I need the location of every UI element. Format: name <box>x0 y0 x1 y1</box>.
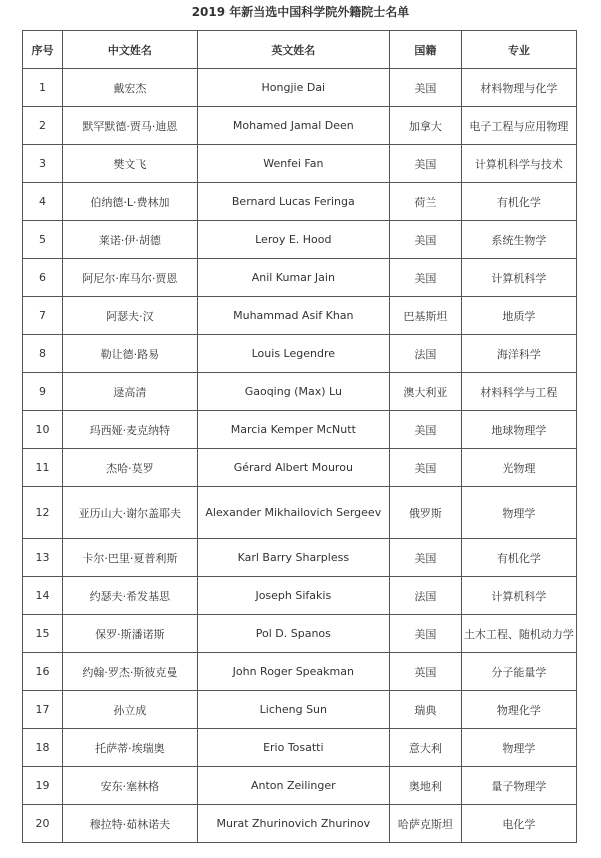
cell-index: 2 <box>23 107 63 145</box>
table-row <box>23 335 577 373</box>
cell-english-name: Erio Tosatti <box>197 729 389 767</box>
cell-major: 分子能量学 <box>461 653 576 691</box>
cell-english-name: Karl Barry Sharpless <box>197 539 389 577</box>
cell-english-name: Alexander Mikhailovich Sergeev <box>197 487 389 539</box>
cell-chinese-name: 玛西娅·麦克纳特 <box>63 411 198 449</box>
cell-index: 10 <box>23 411 63 449</box>
cell-chinese-name: 约翰·罗杰·斯彼克曼 <box>63 653 198 691</box>
table-row <box>23 449 577 487</box>
cell-nationality: 英国 <box>389 653 461 691</box>
cell-index: 4 <box>23 183 63 221</box>
cell-chinese-name: 伯纳德·L·费林加 <box>63 183 198 221</box>
table-row <box>23 183 577 221</box>
table-row <box>23 691 577 729</box>
cell-index: 8 <box>23 335 63 373</box>
table-row <box>23 107 577 145</box>
table-row <box>23 221 577 259</box>
cell-major: 物理化学 <box>461 691 576 729</box>
table-row <box>23 69 577 107</box>
cell-nationality: 法国 <box>389 335 461 373</box>
cell-english-name: Joseph Sifakis <box>197 577 389 615</box>
cell-major: 计算机科学与技术 <box>461 145 576 183</box>
cell-index: 20 <box>23 805 63 843</box>
cell-chinese-name: 孙立成 <box>63 691 198 729</box>
cell-nationality: 美国 <box>389 449 461 487</box>
cell-index: 13 <box>23 539 63 577</box>
cell-chinese-name: 亚历山大·谢尔盖耶夫 <box>63 487 198 539</box>
cell-english-name: Gérard Albert Mourou <box>197 449 389 487</box>
cell-english-name: Wenfei Fan <box>197 145 389 183</box>
table-row <box>23 259 577 297</box>
cell-major: 材料物理与化学 <box>461 69 576 107</box>
cell-chinese-name: 阿瑟夫·汉 <box>63 297 198 335</box>
cell-index: 3 <box>23 145 63 183</box>
cell-index: 15 <box>23 615 63 653</box>
cell-english-name: Mohamed Jamal Deen <box>197 107 389 145</box>
cell-major: 地质学 <box>461 297 576 335</box>
cell-index: 5 <box>23 221 63 259</box>
cell-major: 电化学 <box>461 805 576 843</box>
table-row <box>23 805 577 843</box>
cell-nationality: 美国 <box>389 411 461 449</box>
academician-table <box>22 30 577 843</box>
cell-english-name: Bernard Lucas Feringa <box>197 183 389 221</box>
cell-major: 海洋科学 <box>461 335 576 373</box>
cell-nationality: 荷兰 <box>389 183 461 221</box>
table-row <box>23 729 577 767</box>
cell-chinese-name: 安东·塞林格 <box>63 767 198 805</box>
cell-index: 12 <box>23 487 63 539</box>
cell-index: 11 <box>23 449 63 487</box>
cell-major: 光物理 <box>461 449 576 487</box>
cell-major: 物理学 <box>461 487 576 539</box>
header-index: 序号 <box>23 31 63 69</box>
cell-index: 18 <box>23 729 63 767</box>
cell-english-name: Muhammad Asif Khan <box>197 297 389 335</box>
cell-nationality: 瑞典 <box>389 691 461 729</box>
cell-nationality: 法国 <box>389 577 461 615</box>
cell-nationality: 美国 <box>389 259 461 297</box>
table-row <box>23 487 577 539</box>
cell-major: 地球物理学 <box>461 411 576 449</box>
cell-nationality: 巴基斯坦 <box>389 297 461 335</box>
cell-major: 计算机科学 <box>461 259 576 297</box>
cell-major: 有机化学 <box>461 183 576 221</box>
cell-nationality: 奥地利 <box>389 767 461 805</box>
table-row <box>23 145 577 183</box>
cell-nationality: 美国 <box>389 221 461 259</box>
cell-major: 系统生物学 <box>461 221 576 259</box>
cell-chinese-name: 穆拉特·茹林诺夫 <box>63 805 198 843</box>
cell-chinese-name: 莱诺·伊·胡德 <box>63 221 198 259</box>
header-english-name: 英文姓名 <box>197 31 389 69</box>
cell-english-name: Anil Kumar Jain <box>197 259 389 297</box>
page-title: 2019 年新当选中国科学院外籍院士名单 <box>191 5 410 19</box>
cell-index: 19 <box>23 767 63 805</box>
cell-index: 16 <box>23 653 63 691</box>
cell-english-name: Murat Zhurinovich Zhurinov <box>197 805 389 843</box>
cell-english-name: Marcia Kemper McNutt <box>197 411 389 449</box>
cell-english-name: Hongjie Dai <box>197 69 389 107</box>
cell-major: 土木工程、随机动力学 <box>461 615 576 653</box>
cell-index: 7 <box>23 297 63 335</box>
cell-major: 有机化学 <box>461 539 576 577</box>
table-row <box>23 577 577 615</box>
table-row <box>23 615 577 653</box>
cell-chinese-name: 戴宏杰 <box>63 69 198 107</box>
cell-nationality: 加拿大 <box>389 107 461 145</box>
cell-index: 6 <box>23 259 63 297</box>
cell-major: 物理学 <box>461 729 576 767</box>
table-row <box>23 373 577 411</box>
cell-nationality: 美国 <box>389 539 461 577</box>
cell-nationality: 美国 <box>389 615 461 653</box>
header-major: 专业 <box>461 31 576 69</box>
cell-index: 17 <box>23 691 63 729</box>
cell-english-name: Gaoqing (Max) Lu <box>197 373 389 411</box>
cell-chinese-name: 樊文飞 <box>63 145 198 183</box>
cell-nationality: 美国 <box>389 69 461 107</box>
cell-major: 电子工程与应用物理 <box>461 107 576 145</box>
cell-major: 计算机科学 <box>461 577 576 615</box>
cell-chinese-name: 阿尼尔·库马尔·贾恩 <box>63 259 198 297</box>
cell-chinese-name: 逯高清 <box>63 373 198 411</box>
cell-chinese-name: 托萨蒂·埃瑞奥 <box>63 729 198 767</box>
table-row <box>23 767 577 805</box>
cell-english-name: Pol D. Spanos <box>197 615 389 653</box>
cell-nationality: 意大利 <box>389 729 461 767</box>
cell-english-name: Leroy E. Hood <box>197 221 389 259</box>
table-row <box>23 653 577 691</box>
cell-major: 量子物理学 <box>461 767 576 805</box>
cell-chinese-name: 约瑟夫·希发基思 <box>63 577 198 615</box>
cell-nationality: 哈萨克斯坦 <box>389 805 461 843</box>
cell-chinese-name: 保罗·斯潘诺斯 <box>63 615 198 653</box>
cell-nationality: 俄罗斯 <box>389 487 461 539</box>
table-row <box>23 539 577 577</box>
header-nationality: 国籍 <box>389 31 461 69</box>
cell-chinese-name: 卡尔·巴里·夏普利斯 <box>63 539 198 577</box>
cell-nationality: 澳大利亚 <box>389 373 461 411</box>
cell-english-name: Louis Legendre <box>197 335 389 373</box>
table-row <box>23 297 577 335</box>
table-row <box>23 411 577 449</box>
cell-nationality: 美国 <box>389 145 461 183</box>
cell-chinese-name: 默罕默德·贾马·迪恩 <box>63 107 198 145</box>
table-header-row <box>23 31 577 69</box>
cell-index: 9 <box>23 373 63 411</box>
cell-english-name: Anton Zeilinger <box>197 767 389 805</box>
cell-major: 材料科学与工程 <box>461 373 576 411</box>
header-chinese-name: 中文姓名 <box>63 31 198 69</box>
cell-chinese-name: 勒让德·路易 <box>63 335 198 373</box>
cell-chinese-name: 杰哈·莫罗 <box>63 449 198 487</box>
cell-index: 1 <box>23 69 63 107</box>
cell-english-name: Licheng Sun <box>197 691 389 729</box>
cell-english-name: John Roger Speakman <box>197 653 389 691</box>
cell-index: 14 <box>23 577 63 615</box>
